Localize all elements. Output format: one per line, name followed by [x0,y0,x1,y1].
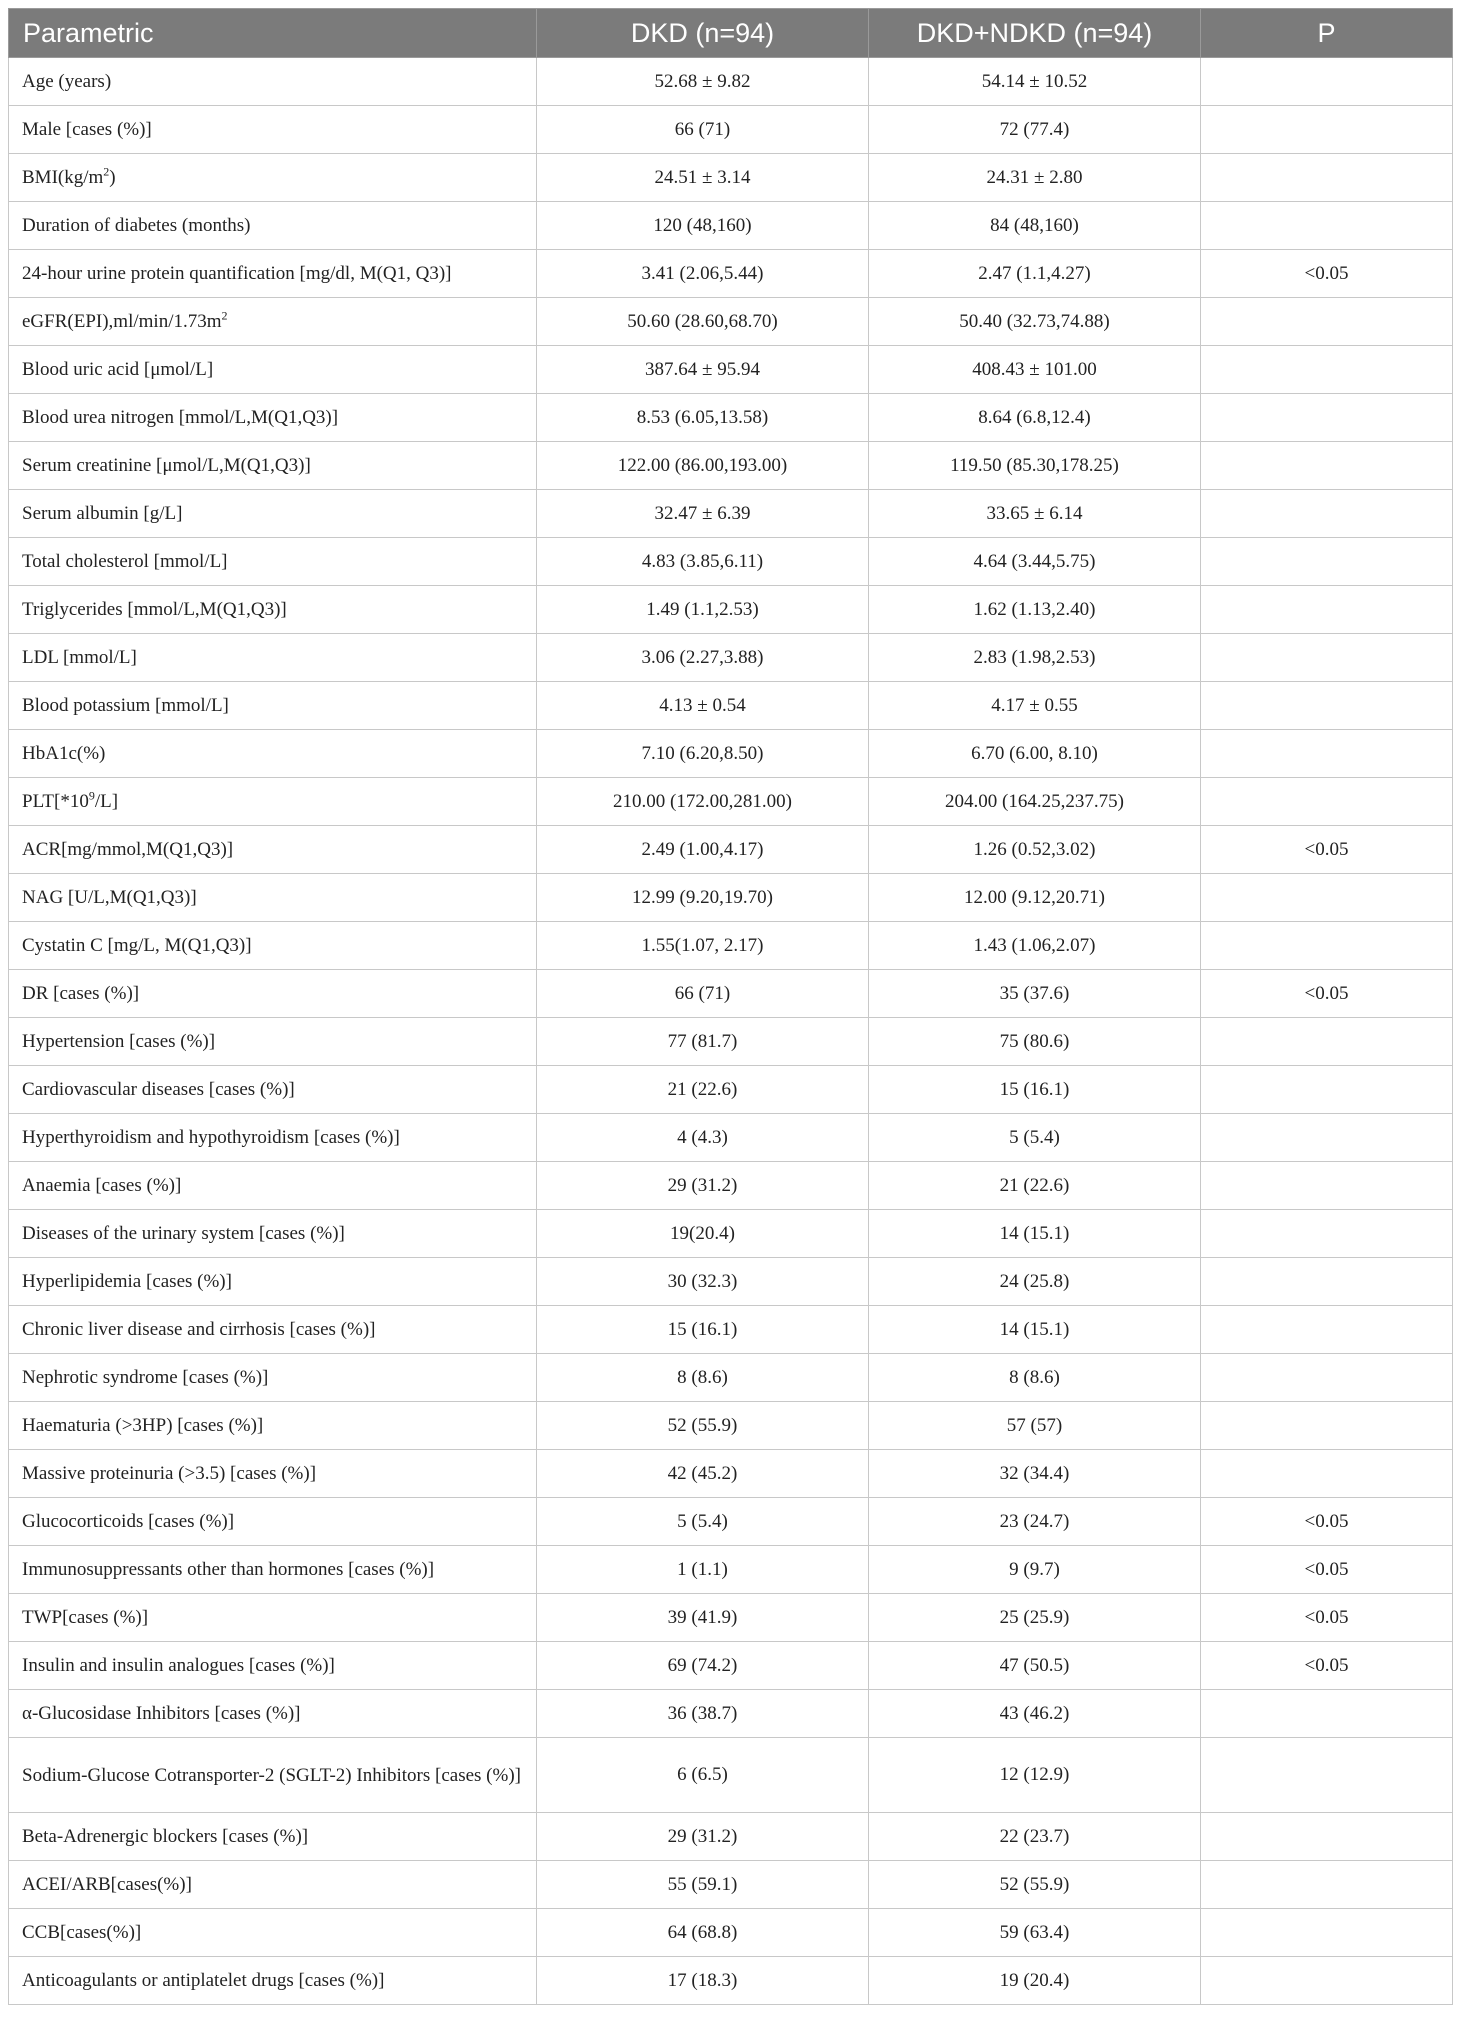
cell-dkd-ndkd: 50.40 (32.73,74.88) [869,298,1201,346]
cell-p-value [1201,394,1453,442]
cell-p-value [1201,298,1453,346]
cell-p-value: <0.05 [1201,826,1453,874]
cell-parametric: Serum albumin [g/L] [9,490,537,538]
cell-dkd: 120 (48,160) [537,202,869,250]
cell-dkd: 8 (8.6) [537,1354,869,1402]
cell-parametric: Diseases of the urinary system [cases (%)] [9,1210,537,1258]
cell-p-value: <0.05 [1201,1594,1453,1642]
cell-dkd: 66 (71) [537,970,869,1018]
cell-p-value [1201,634,1453,682]
cell-dkd-ndkd: 12 (12.9) [869,1738,1201,1813]
cell-p-value [1201,730,1453,778]
cell-p-value [1201,1813,1453,1861]
table-row [9,1738,1453,1813]
table-row [9,1114,1453,1162]
cell-parametric: TWP[cases (%)] [9,1594,537,1642]
cell-dkd: 55 (59.1) [537,1861,869,1909]
cell-p-value [1201,586,1453,634]
cell-dkd: 3.06 (2.27,3.88) [537,634,869,682]
cell-dkd-ndkd: 23 (24.7) [869,1498,1201,1546]
cell-dkd-ndkd: 84 (48,160) [869,202,1201,250]
cell-parametric: Hyperlipidemia [cases (%)] [9,1258,537,1306]
table-row [9,346,1453,394]
table-row [9,1210,1453,1258]
baseline-characteristics-table [8,8,1453,2005]
cell-p-value [1201,58,1453,106]
cell-parametric: Hypertension [cases (%)] [9,1018,537,1066]
table-row [9,442,1453,490]
cell-dkd: 50.60 (28.60,68.70) [537,298,869,346]
cell-p-value [1201,106,1453,154]
cell-dkd: 52.68 ± 9.82 [537,58,869,106]
cell-dkd-ndkd: 4.17 ± 0.55 [869,682,1201,730]
cell-dkd-ndkd: 33.65 ± 6.14 [869,490,1201,538]
cell-dkd: 52 (55.9) [537,1402,869,1450]
table-row [9,1354,1453,1402]
header-dkd-ndkd: DKD+NDKD (n=94) [869,9,1201,58]
cell-p-value [1201,1909,1453,1957]
table-row [9,1957,1453,2005]
table-row [9,922,1453,970]
cell-p-value [1201,1162,1453,1210]
cell-p-value [1201,442,1453,490]
cell-dkd-ndkd: 15 (16.1) [869,1066,1201,1114]
table-row [9,298,1453,346]
cell-p-value [1201,682,1453,730]
header-parametric: Parametric [9,9,537,58]
cell-dkd: 387.64 ± 95.94 [537,346,869,394]
data-table-container [8,8,1452,2005]
table-row [9,970,1453,1018]
cell-dkd-ndkd: 43 (46.2) [869,1690,1201,1738]
param-superscript: 9 [88,788,95,803]
table-row [9,1018,1453,1066]
cell-parametric [9,154,537,202]
cell-parametric: 24-hour urine protein quantification [mg/dl, M(Q1, Q3)] [9,250,537,298]
cell-p-value [1201,1861,1453,1909]
table-row [9,1498,1453,1546]
cell-parametric [9,298,537,346]
table-row [9,538,1453,586]
cell-p-value [1201,1066,1453,1114]
param-text: eGFR(EPI),ml/min/1.73m [22,311,222,332]
cell-dkd: 77 (81.7) [537,1018,869,1066]
cell-dkd-ndkd: 59 (63.4) [869,1909,1201,1957]
cell-dkd: 64 (68.8) [537,1909,869,1957]
cell-p-value [1201,1114,1453,1162]
cell-p-value [1201,922,1453,970]
cell-parametric: Age (years) [9,58,537,106]
table-header-row [9,9,1453,58]
table-row [9,778,1453,826]
cell-parametric: Haematuria (>3HP) [cases (%)] [9,1402,537,1450]
cell-dkd: 17 (18.3) [537,1957,869,2005]
cell-parametric: Cystatin C [mg/L, M(Q1,Q3)] [9,922,537,970]
table-row [9,1162,1453,1210]
cell-parametric: Blood uric acid [μmol/L] [9,346,537,394]
cell-parametric: DR [cases (%)] [9,970,537,1018]
cell-dkd: 7.10 (6.20,8.50) [537,730,869,778]
cell-dkd: 2.49 (1.00,4.17) [537,826,869,874]
header-dkd: DKD (n=94) [537,9,869,58]
cell-dkd: 12.99 (9.20,19.70) [537,874,869,922]
cell-p-value [1201,1354,1453,1402]
cell-parametric: ACEI/ARB[cases(%)] [9,1861,537,1909]
table-row [9,1450,1453,1498]
param-text-suffix: ) [109,167,116,188]
cell-parametric [9,778,537,826]
cell-p-value [1201,1402,1453,1450]
cell-p-value [1201,1690,1453,1738]
cell-p-value: <0.05 [1201,250,1453,298]
header-p: P [1201,9,1453,58]
cell-dkd-ndkd: 22 (23.7) [869,1813,1201,1861]
cell-dkd-ndkd: 8.64 (6.8,12.4) [869,394,1201,442]
cell-dkd: 1.55(1.07, 2.17) [537,922,869,970]
cell-dkd-ndkd: 21 (22.6) [869,1162,1201,1210]
cell-dkd-ndkd: 24 (25.8) [869,1258,1201,1306]
cell-dkd: 19(20.4) [537,1210,869,1258]
table-row [9,106,1453,154]
cell-parametric: Insulin and insulin analogues [cases (%)] [9,1642,537,1690]
cell-dkd: 30 (32.3) [537,1258,869,1306]
cell-p-value [1201,778,1453,826]
cell-dkd: 32.47 ± 6.39 [537,490,869,538]
table-row [9,1813,1453,1861]
cell-dkd: 8.53 (6.05,13.58) [537,394,869,442]
cell-parametric: Total cholesterol [mmol/L] [9,538,537,586]
param-superscript: 2 [103,164,110,179]
cell-dkd: 122.00 (86.00,193.00) [537,442,869,490]
cell-dkd-ndkd: 5 (5.4) [869,1114,1201,1162]
cell-dkd: 3.41 (2.06,5.44) [537,250,869,298]
table-row [9,394,1453,442]
table-row [9,154,1453,202]
table-row [9,490,1453,538]
cell-parametric: ACR[mg/mmol,M(Q1,Q3)] [9,826,537,874]
cell-dkd: 29 (31.2) [537,1162,869,1210]
table-row [9,586,1453,634]
cell-parametric: Massive proteinuria (>3.5) [cases (%)] [9,1450,537,1498]
cell-parametric: α-Glucosidase Inhibitors [cases (%)] [9,1690,537,1738]
table-row [9,634,1453,682]
cell-parametric: Cardiovascular diseases [cases (%)] [9,1066,537,1114]
table-row [9,1258,1453,1306]
cell-dkd-ndkd: 1.62 (1.13,2.40) [869,586,1201,634]
cell-dkd: 1 (1.1) [537,1546,869,1594]
cell-parametric: Anticoagulants or antiplatelet drugs [cases (%)] [9,1957,537,2005]
table-row [9,1402,1453,1450]
cell-p-value: <0.05 [1201,1546,1453,1594]
cell-parametric: Immunosuppressants other than hormones [cases (%)] [9,1546,537,1594]
param-superscript: 2 [221,308,228,323]
table-row [9,1642,1453,1690]
cell-p-value [1201,202,1453,250]
cell-dkd-ndkd: 8 (8.6) [869,1354,1201,1402]
cell-dkd: 6 (6.5) [537,1738,869,1813]
cell-p-value [1201,1306,1453,1354]
cell-parametric: Male [cases (%)] [9,106,537,154]
table-row [9,250,1453,298]
cell-dkd: 21 (22.6) [537,1066,869,1114]
table-row [9,826,1453,874]
cell-p-value: <0.05 [1201,970,1453,1018]
cell-parametric: Nephrotic syndrome [cases (%)] [9,1354,537,1402]
cell-dkd-ndkd: 1.26 (0.52,3.02) [869,826,1201,874]
cell-p-value [1201,538,1453,586]
param-text-suffix: /L] [94,791,119,812]
cell-parametric: HbA1c(%) [9,730,537,778]
cell-dkd-ndkd: 119.50 (85.30,178.25) [869,442,1201,490]
cell-dkd-ndkd: 57 (57) [869,1402,1201,1450]
cell-dkd: 5 (5.4) [537,1498,869,1546]
cell-dkd: 69 (74.2) [537,1642,869,1690]
cell-dkd-ndkd: 12.00 (9.12,20.71) [869,874,1201,922]
table-row [9,1690,1453,1738]
cell-dkd: 66 (71) [537,106,869,154]
cell-dkd: 4.13 ± 0.54 [537,682,869,730]
table-row [9,730,1453,778]
cell-p-value: <0.05 [1201,1498,1453,1546]
table-row [9,1306,1453,1354]
cell-parametric: Hyperthyroidism and hypothyroidism [cases (%)] [9,1114,537,1162]
cell-p-value [1201,1210,1453,1258]
cell-dkd-ndkd: 72 (77.4) [869,106,1201,154]
cell-dkd-ndkd: 9 (9.7) [869,1546,1201,1594]
table-row [9,874,1453,922]
cell-p-value [1201,154,1453,202]
cell-p-value [1201,1258,1453,1306]
cell-dkd-ndkd: 204.00 (164.25,237.75) [869,778,1201,826]
table-row [9,682,1453,730]
cell-dkd-ndkd: 35 (37.6) [869,970,1201,1018]
cell-dkd: 1.49 (1.1,2.53) [537,586,869,634]
table-row [9,1861,1453,1909]
cell-parametric: CCB[cases(%)] [9,1909,537,1957]
cell-parametric: Chronic liver disease and cirrhosis [cases (%)] [9,1306,537,1354]
cell-dkd: 15 (16.1) [537,1306,869,1354]
cell-parametric: Blood potassium [mmol/L] [9,682,537,730]
cell-dkd-ndkd: 25 (25.9) [869,1594,1201,1642]
param-text: BMI(kg/m [22,167,104,188]
cell-dkd-ndkd: 75 (80.6) [869,1018,1201,1066]
cell-dkd: 24.51 ± 3.14 [537,154,869,202]
table-row [9,1594,1453,1642]
table-row [9,1909,1453,1957]
cell-p-value [1201,490,1453,538]
cell-dkd: 4.83 (3.85,6.11) [537,538,869,586]
cell-dkd-ndkd: 6.70 (6.00, 8.10) [869,730,1201,778]
cell-dkd-ndkd: 1.43 (1.06,2.07) [869,922,1201,970]
cell-dkd-ndkd: 47 (50.5) [869,1642,1201,1690]
cell-dkd-ndkd: 14 (15.1) [869,1210,1201,1258]
cell-dkd: 4 (4.3) [537,1114,869,1162]
cell-p-value [1201,1450,1453,1498]
cell-p-value [1201,346,1453,394]
table-row [9,58,1453,106]
cell-dkd: 210.00 (172.00,281.00) [537,778,869,826]
param-text: PLT[*10 [22,791,89,812]
cell-dkd-ndkd: 52 (55.9) [869,1861,1201,1909]
cell-dkd-ndkd: 54.14 ± 10.52 [869,58,1201,106]
cell-dkd-ndkd: 4.64 (3.44,5.75) [869,538,1201,586]
cell-parametric: NAG [U/L,M(Q1,Q3)] [9,874,537,922]
cell-parametric: Sodium-Glucose Cotransporter-2 (SGLT-2) Inhibitors [cases (%)] [9,1738,537,1813]
cell-dkd: 36 (38.7) [537,1690,869,1738]
cell-p-value [1201,1018,1453,1066]
table-row [9,202,1453,250]
cell-dkd: 29 (31.2) [537,1813,869,1861]
cell-dkd-ndkd: 24.31 ± 2.80 [869,154,1201,202]
cell-dkd-ndkd: 14 (15.1) [869,1306,1201,1354]
table-row [9,1546,1453,1594]
cell-p-value [1201,874,1453,922]
cell-dkd-ndkd: 32 (34.4) [869,1450,1201,1498]
table-body [9,58,1453,2005]
cell-dkd-ndkd: 19 (20.4) [869,1957,1201,2005]
cell-dkd: 39 (41.9) [537,1594,869,1642]
cell-p-value: <0.05 [1201,1642,1453,1690]
cell-parametric: Blood urea nitrogen [mmol/L,M(Q1,Q3)] [9,394,537,442]
cell-dkd: 42 (45.2) [537,1450,869,1498]
cell-p-value [1201,1738,1453,1813]
cell-parametric: Duration of diabetes (months) [9,202,537,250]
cell-parametric: LDL [mmol/L] [9,634,537,682]
cell-dkd-ndkd: 2.83 (1.98,2.53) [869,634,1201,682]
cell-p-value [1201,1957,1453,2005]
cell-parametric: Triglycerides [mmol/L,M(Q1,Q3)] [9,586,537,634]
cell-dkd-ndkd: 408.43 ± 101.00 [869,346,1201,394]
table-row [9,1066,1453,1114]
cell-parametric: Glucocorticoids [cases (%)] [9,1498,537,1546]
cell-parametric: Serum creatinine [μmol/L,M(Q1,Q3)] [9,442,537,490]
cell-parametric: Beta-Adrenergic blockers [cases (%)] [9,1813,537,1861]
cell-dkd-ndkd: 2.47 (1.1,4.27) [869,250,1201,298]
cell-parametric: Anaemia [cases (%)] [9,1162,537,1210]
